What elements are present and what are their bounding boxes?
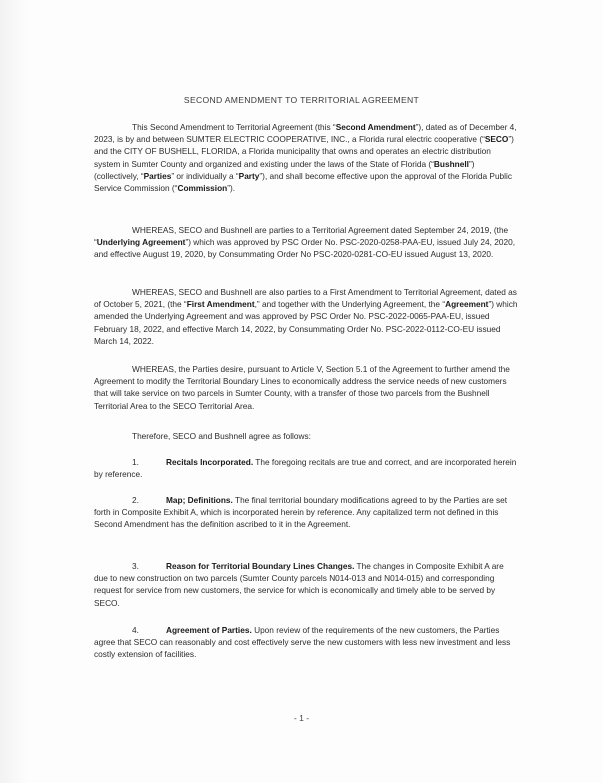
section-2 [94, 494, 518, 531]
section-number: 4. [132, 625, 139, 635]
intro-text: ”), and shall become effective upon the approval of the Florida Public Service Commission (“ [94, 170, 513, 194]
whereas-text: WHEREAS, SECO and Bushnell are also parties to a First Amendment to Territorial Agreement, dated as of October 5, 2021, (the “ [94, 287, 517, 310]
whereas-paragraph-3: WHEREAS, the Parties desire, pursuant to Article V, Section 5.1 of the Agreement to further amend the Agreement to modify the Territorial Boundary Lines to economically address the service needs of new customers that will take service on two parcels in Sumter County, with a transfer of those two parcels from the Bushnell Territorial Area to the SECO Territorial Area. [94, 364, 510, 411]
section-heading: Recitals Incorporated. [166, 457, 254, 467]
defined-term: Second Amendment [335, 122, 416, 132]
defined-term: First Amendment [186, 299, 255, 310]
whereas-paragraph-1 [94, 224, 518, 261]
section-heading: Agreement of Parties. [166, 625, 252, 635]
section-heading: Reason for Territorial Boundary Lines Changes. [166, 561, 355, 571]
intro-text: ”). [227, 183, 236, 194]
intro-paragraph [94, 121, 518, 194]
section-1 [94, 456, 518, 480]
section-number: 2. [132, 495, 139, 505]
section-text: Upon review of the requirements of the new customers, the Parties agree that SECO can reasonably and cost effectively serve the new customers with less new investment and less costly extension of facilities. [94, 625, 511, 660]
intro-text: ”) (collectively, “ [94, 158, 475, 181]
section-3 [94, 560, 518, 609]
section-heading: Map; Definitions. [166, 495, 233, 505]
section-number: 1. [132, 457, 139, 467]
defined-term: SECO [484, 134, 509, 145]
defined-term: Agreement [445, 299, 489, 310]
whereas-text: ”) which amended the Underlying Agreement and was approved by PSC Order No. PSC-2022-0065-PAA-EU, issued February 18, 2022, and effective March 14, 2022, by Consummating Order No. PSC-2022-0112-CO-EU issued March 14, 2022. [94, 299, 518, 346]
page-number: - 1 - [293, 713, 310, 723]
defined-term: Party [238, 170, 260, 181]
whereas-text: ”) which was approved by PSC Order No. PSC-2020-0258-PAA-EU, issued July 24, 2020, and effective August 19, 2020, by Consummating Order No PSC-2020-0281-CO-EU issued August 13, 2020. [94, 237, 516, 260]
whereas-text: WHEREAS, SECO and Bushnell are parties to a Territorial Agreement dated September 24, 2019, (the “ [94, 225, 509, 248]
therefore-paragraph: Therefore, SECO and Bushnell agree as follows: [132, 431, 311, 441]
defined-term: Underlying Agreement [96, 237, 186, 248]
intro-text: This Second Amendment to Territorial Agreement (this “ [132, 122, 336, 132]
section-text: The changes in Composite Exhibit A are due to new construction on two parcels (Sumter County parcels N014-013 and N014-015) and corresponding request for service from new customers, the service for which is economically and timely able to be served by SECO. [94, 561, 504, 608]
section-4 [94, 624, 518, 661]
whereas-paragraph-2 [94, 286, 518, 347]
defined-term: Commission [177, 183, 228, 194]
intro-text: ” or individually a “ [171, 170, 239, 181]
scan-edge-shadow [0, 0, 28, 783]
intro-text: ”), dated as of December 4, 2023, is by and between SUMTER ELECTRIC COOPERATIVE, INC., a Florida rural electric cooperative (“ [94, 122, 517, 145]
defined-term: Bushnell [433, 158, 469, 169]
section-number: 3. [132, 561, 139, 571]
intro-text: ”) and the CITY OF BUSHELL, FLORIDA, a Florida municipality that owns and operates an electric distribution system in Sumter County and organized and existing under the laws of the State of Florida (“ [94, 134, 514, 169]
whereas-text: ,” and together with the Underlying Agreement, the “ [254, 299, 446, 310]
document-title: SECOND AMENDMENT TO TERRITORIAL AGREEMENT [183, 95, 420, 105]
section-text: The foregoing recitals are true and correct, and are incorporated herein by reference. [94, 457, 517, 480]
section-text: The final territorial boundary modifications agreed to by the Parties are set forth in Composite Exhibit A, which is incorporated herein by reference. Any capitalized term not defined in this Second Amendment has the definition ascribed to it in the Agreement. [94, 495, 508, 530]
defined-term: Parties [143, 170, 172, 181]
